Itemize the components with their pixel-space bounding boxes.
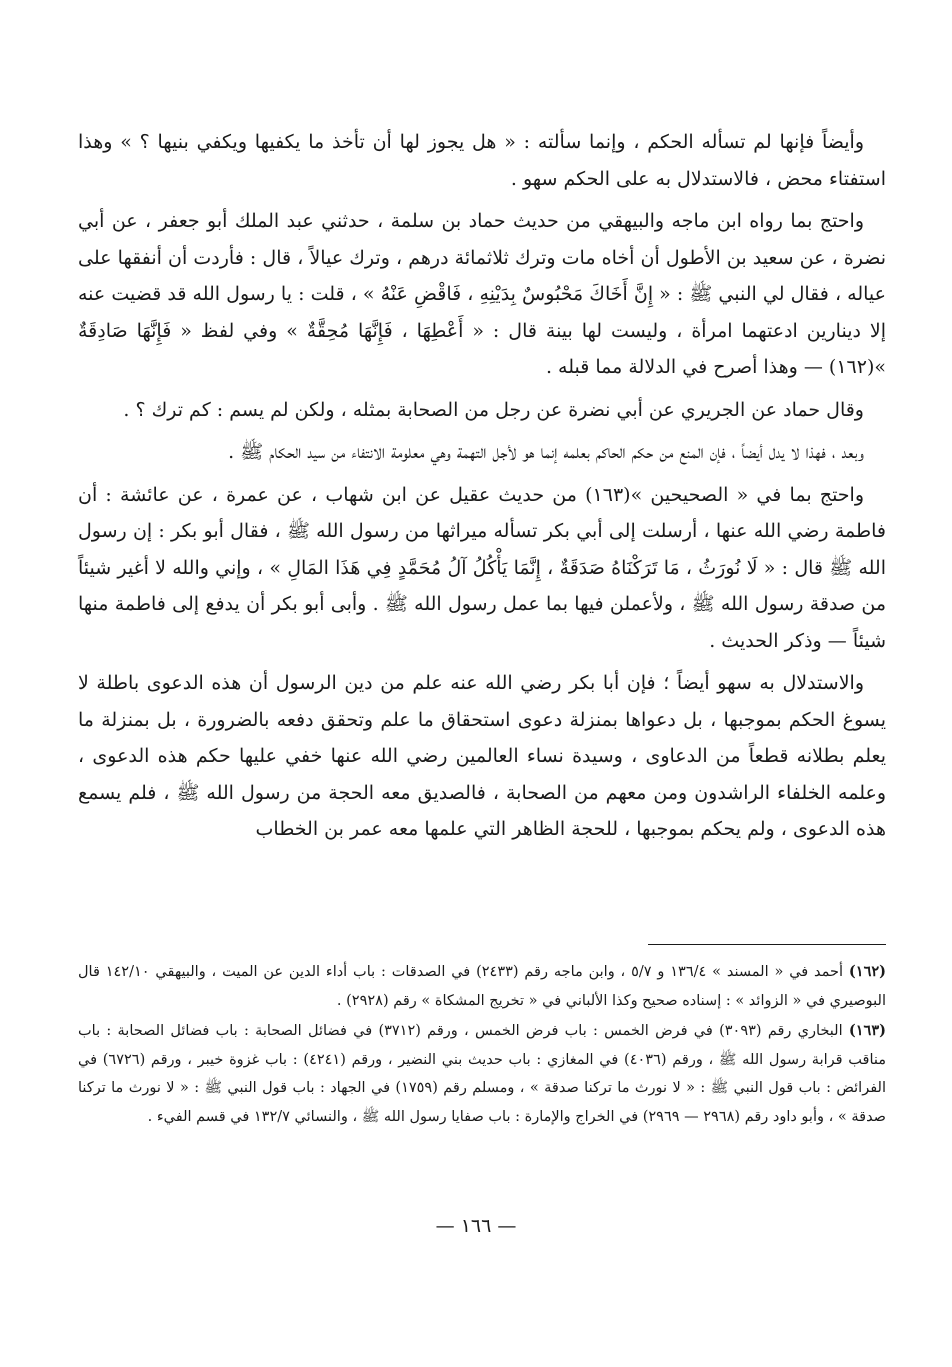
footnote-text: أحمد في « المسند » ١٣٦/٤ و ٥/٧ ، وابن ماجه رقم (٢٤٣٣) في الصدقات : باب أداء الدين عن الميت ، والبيهقي ١٤٢/١٠ قال البوصيري في « الزوائد » : إسناده صحيح وكذا الألباني في « تخريج المشكاة » رقم (٢٩٢٨) .: [78, 964, 886, 1009]
footnote-number: (١٦٢): [848, 963, 887, 980]
footnote-163: [78, 1017, 886, 1131]
footnote-number: (١٦٣): [848, 1022, 887, 1039]
main-text: [78, 124, 886, 854]
footnote-162: [78, 958, 886, 1015]
paragraph-3: وقال حماد عن الجريري عن أبي نضرة عن رجل من الصحابة بمثله ، ولكن لم يسم : كم ترك ؟ .: [123, 398, 864, 421]
paragraph-6: والاستدلال به سهو أيضاً ؛ فإن أبا بكر رضي الله عنه علم من دين الرسول أن هذه الدعوى باطلة لا يسوغ الحكم بموجبها ، بل دعواها بمنزلة دعوى استحقاق ما علم وتحقق دفعه بالضرورة ، بل بمنزلة ما يعلم بطلانه قطعاً من الدعاوى ، وسيدة نساء العالمين رضي الله عنها خفي عليها حكم هذه الدعوى ، وعلمه الخلفاء الراشدون ومن معهم من الصحابة ، فالصديق معه الحجة من رسول الله ﷺ ، فلم يسمع هذه الدعوى ، ولم يحكم بموجبها ، للحجة الظاهر التي علمها معه عمر بن الخطاب: [78, 672, 886, 840]
footnote-text: البخاري رقم (٣٠٩٣) في فرض الخمس : باب فرض الخمس ، ورقم (٣٧١٢) في فضائل الصحابة : باب فضائل الصحابة : باب مناقب قرابة رسول الله ﷺ ، ورقم (٤٠٣٦) في المغازي : باب حديث بني النضير ، ورقم (٤٢٤١) : باب غزوة خيبر ، ورقم (٦٧٢٦) في الفرائض : باب قول النبي ﷺ : « لا نورث ما تركنا صدقة » ، ومسلم رقم (١٧٥٩) في الجهاد : باب قول النبي ﷺ : « لا نورث ما تركنا صدقة » ، وأبو داود رقم (٢٩٦٨ — ٢٩٦٩) في الخراج والإمارة : باب صفايا رسول الله ﷺ ، والنسائي ١٣٢/٧ في قسم الفيء .: [78, 1023, 887, 1125]
footnotes: [78, 958, 886, 1133]
paragraph-5: واحتج بما في « الصحيحين »(١٦٣) من حديث عقيل عن ابن شهاب ، عن عمرة ، عن عائشة : أن فاطمة رضي الله عنها ، أرسلت إلى أبي بكر تسأله ميراثها من رسول الله ﷺ ، فقال أبو بكر : إن رسول الله ﷺ قال : « لَا نُورَثُ ، مَا تَرَكْنَاهُ صَدَقَةٌ ، إِنَّمَا يَأْكُلُ آلُ مُحَمَّدٍ فِي هَذَا المَالِ » ، وإني والله لا أغير شيئاً من صدقة رسول الله ﷺ ، ولأعملن فيها بما عمل رسول الله ﷺ . وأبى أبو بكر أن يدفع إلى فاطمة منها شيئاً — وذكر الحديث .: [78, 483, 886, 652]
page-number: — ١٦٦ —: [435, 1215, 517, 1237]
paragraph-2: واحتج بما رواه ابن ماجه والبيهقي من حديث حماد بن سلمة ، حدثني عبد الملك أبو جعفر ، عن أبي نضرة ، عن سعيد بن الأطول أن أخاه مات وترك ثلاثمائة درهم ، وترك عيالاً ، قال : فأردت أن أنفقها على عياله ، فقال لي النبي ﷺ : « إِنَّ أَخَاكَ مَحْبُوسٌ بِدَيْنِهِ ، فَاقْضِ عَنْهُ » ، قلت : يا رسول الله قد قضيت عنه إلا دينارين ادعتهما امرأة ، وليست لها بينة قال : « أَعْطِهَا ، فَإِنَّهَا مُحِقَّةٌ » وفي لفظ « فَإِنَّهَا صَادِقَةٌ »(١٦٢) — وهذا أصرح في الدلالة مما قبله .: [78, 210, 886, 378]
paragraph-4: وبعد ، فهذا لا يدل أيضاً ، فإن المنع من حكم الحاكم بعلمه إنما هو لأجل التهمة وهي معلومة الانتفاء من سيد الحكام ﷺ .: [228, 441, 864, 463]
paragraph-1: وأيضاً فإنها لم تسأله الحكم ، وإنما سألته : « هل يجوز لها أن تأخذ ما يكفيها ويكفي بنيها ؟ » وهذا استفتاء محض ، فالاستدلال به على الحكم سهو .: [78, 131, 886, 190]
footnote-divider: [648, 944, 886, 945]
